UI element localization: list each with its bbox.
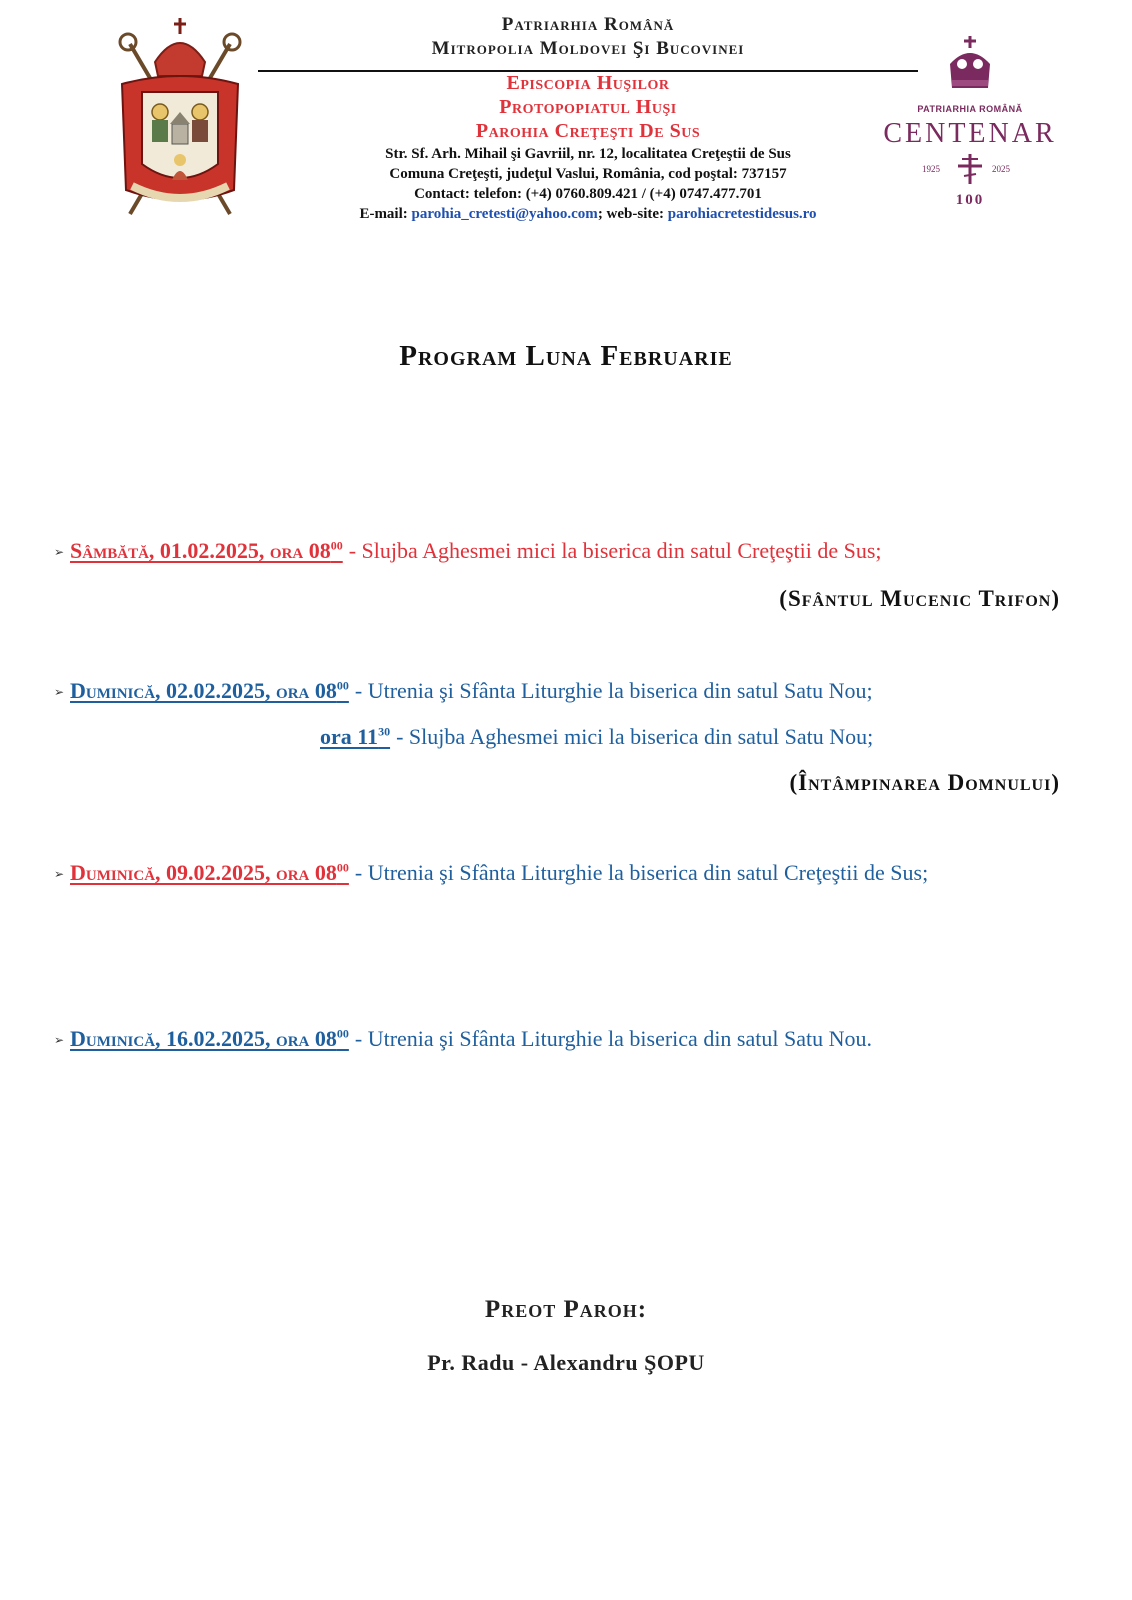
event-feast: (Sfântul Mucenic Trifon) (779, 586, 1060, 611)
bullet-arrow-icon: ➢ (54, 545, 65, 560)
header-contact: Contact: telefon: (+4) 0760.809.421 / (+4) 0747.477.701 (414, 186, 762, 202)
event-sub-time: ora $11^{30}$ (320, 724, 391, 749)
event-sub-item (320, 724, 873, 750)
event-description: - Slujba Aghesmei mici la biserica din satul Creţeştii de Sus; (348, 538, 882, 563)
email-label: E-mail: (359, 206, 412, 222)
website-link[interactable]: parohiacretestidesus.ro (667, 206, 817, 222)
page-title: Program Luna Februarie (399, 340, 733, 372)
event-date: Duminică, 16.02.2025, ora $08^{00}$ (70, 1026, 349, 1051)
orthodox-cross-icon (956, 152, 984, 186)
bullet-arrow-icon: ➢ (54, 1033, 65, 1048)
event-date: Duminică, 09.02.2025, ora $08^{00}$ (70, 860, 349, 885)
centenar-number: 100 (955, 192, 985, 208)
header-parish: Parohia Creţeşti De Sus (475, 120, 701, 142)
event-date: Sâmbătă, 01.02.2025, ora $08^{00}$ (70, 538, 343, 563)
event-feast: (Întâmpinarea Domnului) (789, 770, 1060, 795)
header-address-line2: Comuna Creţeşti, judeţul Vaslui, România, cod poştal: 737157 (389, 166, 787, 182)
centenar-small-title: PATRIARHIA ROMÂNĂ (917, 104, 1023, 114)
crown-cross-icon (944, 34, 996, 96)
header-email-web (258, 206, 918, 223)
event-item (54, 1026, 872, 1052)
header-address-line1: Str. Sf. Arh. Mihail şi Gavriil, nr. 12, localitatea Creţeştii de Sus (385, 146, 791, 162)
bullet-arrow-icon: ➢ (54, 867, 65, 882)
event-date: Duminică, 02.02.2025, ora $08^{00}$ (70, 678, 349, 703)
email-link[interactable]: parohia_cretesti@yahoo.com (411, 206, 598, 222)
header-deanery: Protopopiatul Huşi (499, 96, 677, 118)
centenar-logo (880, 34, 1060, 214)
event-description: - Utrenia şi Sfânta Liturghie la biserica din satul Creţeştii de Sus; (354, 860, 929, 885)
bullet-arrow-icon: ➢ (54, 685, 65, 700)
episcopal-crest-icon (110, 14, 250, 226)
website-label: ; web-site: (597, 206, 668, 222)
event-description: - Utrenia şi Sfânta Liturghie la biserica din satul Satu Nou. (354, 1026, 872, 1051)
event-description: - Utrenia şi Sfânta Liturghie la biserica din satul Satu Nou; (354, 678, 873, 703)
signature-name: Pr. Radu - Alexandru ŞOPU (427, 1350, 705, 1375)
event-item (54, 860, 928, 886)
signature-role: Preot Paroh: (484, 1296, 648, 1323)
centenar-word: CENTENAR (883, 118, 1057, 149)
header-bishopric: Episcopia Huşilor (506, 72, 670, 94)
centenar-year-right: 2025 (992, 164, 1010, 174)
event-item (54, 678, 873, 704)
header-patriarchate: Patriarhia Română (501, 14, 675, 35)
event-item (54, 538, 882, 564)
header-metropolis: Mitropolia Moldovei Şi Bucovinei (431, 38, 745, 59)
event-sub-description: - Slujba Aghesmei mici la biserica din satul Satu Nou; (396, 724, 874, 749)
centenar-year-left: 1925 (922, 164, 940, 174)
